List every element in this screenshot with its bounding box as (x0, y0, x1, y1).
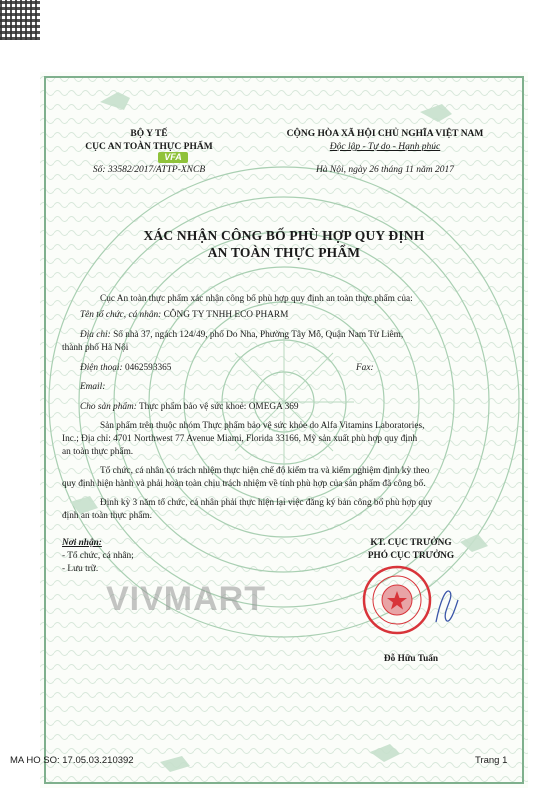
signer-title-2: PHÓ CỤC TRƯỞNG (367, 551, 455, 561)
signer-title-1: KT. CỤC TRƯỞNG (370, 538, 452, 548)
intro-text: Cục An toàn thực phẩm xác nhận công bố phù hợp quy định an toàn thực phẩm của: (100, 294, 413, 304)
official-seal-icon (362, 565, 432, 635)
address-row (80, 330, 403, 341)
product-row (80, 402, 299, 413)
vivmart-watermark: VIVMART (106, 580, 266, 618)
signer-name: Đỗ Hữu Tuấn (383, 654, 439, 664)
paragraph-1-line-1: Sản phẩm trên thuộc nhóm Thực phẩm bảo vệ sức khỏe do Alfa Vitamins Laboratories, (100, 421, 425, 431)
department-name: CỤC AN TOÀN THỰC PHẨM (85, 142, 213, 152)
org-value: CÔNG TY TNHH ECO PHARM (163, 310, 289, 320)
document-title-line1: XÁC NHẬN CÔNG BỐ PHÙ HỢP QUY ĐỊNH (143, 228, 425, 243)
republic-name: CỘNG HÒA XÃ HỘI CHỦ NGHĨA VIỆT NAM (286, 129, 484, 139)
email-label: Email: (80, 382, 106, 392)
fax-label: Fax: (356, 363, 374, 373)
recipients-label: Nơi nhận: (62, 538, 102, 548)
paragraph-2-line-1: Tổ chức, cá nhân có trách nhiệm thực hiện chế độ kiểm tra và kiểm nghiệm định kỳ theo (100, 466, 430, 476)
certificate-page (40, 72, 528, 788)
product-label: Cho sản phẩm: (80, 402, 137, 412)
address-label: Địa chỉ: (80, 330, 111, 340)
page-number: Trang 1 (475, 755, 508, 766)
paragraph-3-line-2: định an toàn thực phẩm. (62, 511, 152, 521)
signature-icon (432, 582, 460, 627)
document-title-line2: AN TOÀN THỰC PHẨM (207, 245, 361, 260)
address-value-1: Số nhà 37, ngách 124/49, phố Do Nha, Phường Tây Mỗ, Quận Nam Từ Liêm, (113, 330, 404, 340)
paragraph-1-line-2: Inc.; Địa chỉ: 4701 Northwest 77 Avenue Miami, Florida 33166, Mỹ sản xuất phù hợp quy định (62, 434, 418, 444)
paragraph-2-line-2: quy định hiện hành và phải hoàn toàn chịu trách nhiệm về tính phù hợp của sản phẩm đã công bố. (62, 479, 426, 489)
org-label: Tên tổ chức, cá nhân: (80, 310, 162, 320)
vfa-logo: VFA (158, 152, 188, 163)
address-value-2: thành phố Hà Nội (62, 343, 129, 353)
recipient-item-1: - Tổ chức, cá nhân; (62, 551, 134, 561)
qr-code (0, 0, 40, 40)
phone-row (80, 363, 171, 374)
issuer-block (64, 128, 234, 177)
motto: Độc lập - Tự do - Hạnh phúc (329, 142, 441, 152)
republic-block (250, 128, 520, 177)
paragraph-3-line-1: Định kỳ 3 năm tổ chức, cá nhân phải thực hiện lại việc đăng ký bản công bố phù hợp quy (100, 498, 433, 508)
issue-date: Hà Nội, ngày 26 tháng 11 năm 2017 (315, 165, 455, 175)
recipient-item-2: - Lưu trữ. (62, 564, 99, 574)
org-row (80, 310, 288, 321)
phone-value: 0462593365 (124, 363, 172, 373)
document-number: Số: 33582/2017/ATTP-XNCB (92, 165, 206, 175)
phone-label: Điện thoại: (80, 363, 123, 373)
dossier-number: MA HO SO: 17.05.03.210392 (10, 755, 134, 766)
ministry-name: BỘ Y TẾ (130, 129, 168, 139)
product-value: Thực phẩm bảo vệ sức khoẻ: OMEGA 369 (138, 402, 299, 412)
paragraph-1-line-3: an toàn thực phẩm. (62, 447, 134, 457)
